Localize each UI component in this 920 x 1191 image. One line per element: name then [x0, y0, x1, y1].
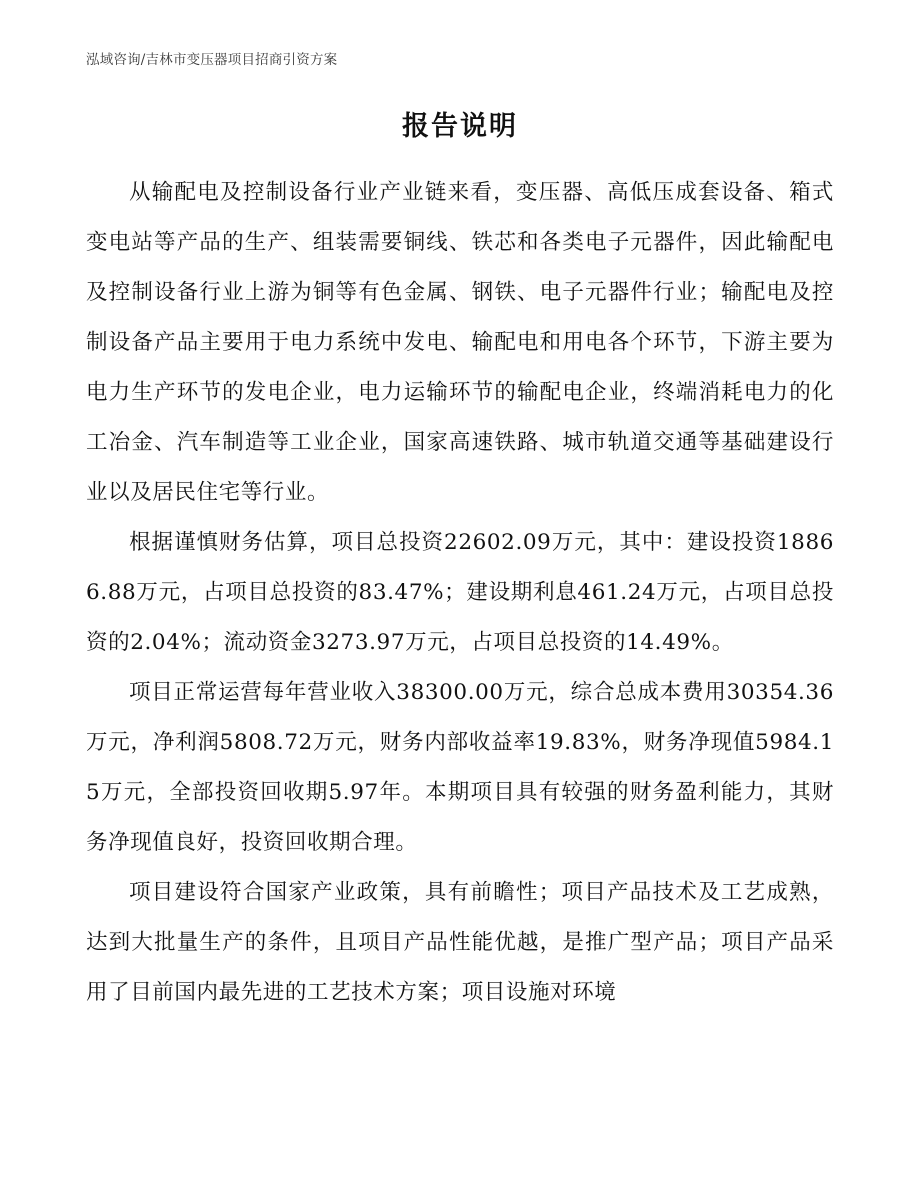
- page-title: 报告说明: [402, 111, 518, 142]
- paragraph: 项目正常运营每年营业收入38300.00万元，综合总成本费用30354.36万元，净利润5808.72万元，财务内部收益率19.83%，财务净现值5984.15万元，全部投资回收期5.97年。本期项目具有较强的财务盈利能力，其财务净现值良好，投资回收期合理。: [86, 680, 834, 855]
- document-body: [86, 168, 834, 1018]
- paragraph: 从输配电及控制设备行业产业链来看，变压器、高低压成套设备、箱式变电站等产品的生产、组装需要铜线、铁芯和各类电子元器件，因此输配电及控制设备行业上游为铜等有色金属、钢铁、电子元器件行业；输配电及控制设备产品主要用于电力系统中发电、输配电和用电各个环节，下游主要为电力生产环节的发电企业，电力运输环节的输配电企业，终端消耗电力的化工冶金、汽车制造等工业企业，国家高速铁路、城市轨道交通等基础建设行业以及居民住宅等行业。: [86, 180, 834, 505]
- paragraph: 根据谨慎财务估算，项目总投资22602.09万元，其中：建设投资18866.88万元，占项目总投资的83.47%；建设期利息461.24万元，占项目总投资的2.04%；流动资金3273.97万元，占项目总投资的14.49%。: [86, 530, 834, 655]
- running-header: 泓域咨询/吉林市变压器项目招商引资方案: [86, 52, 338, 68]
- paragraph: 项目建设符合国家产业政策，具有前瞻性；项目产品技术及工艺成熟，达到大批量生产的条件，且项目产品性能优越，是推广型产品；项目产品采用了目前国内最先进的工艺技术方案；项目设施对环境: [86, 880, 834, 1005]
